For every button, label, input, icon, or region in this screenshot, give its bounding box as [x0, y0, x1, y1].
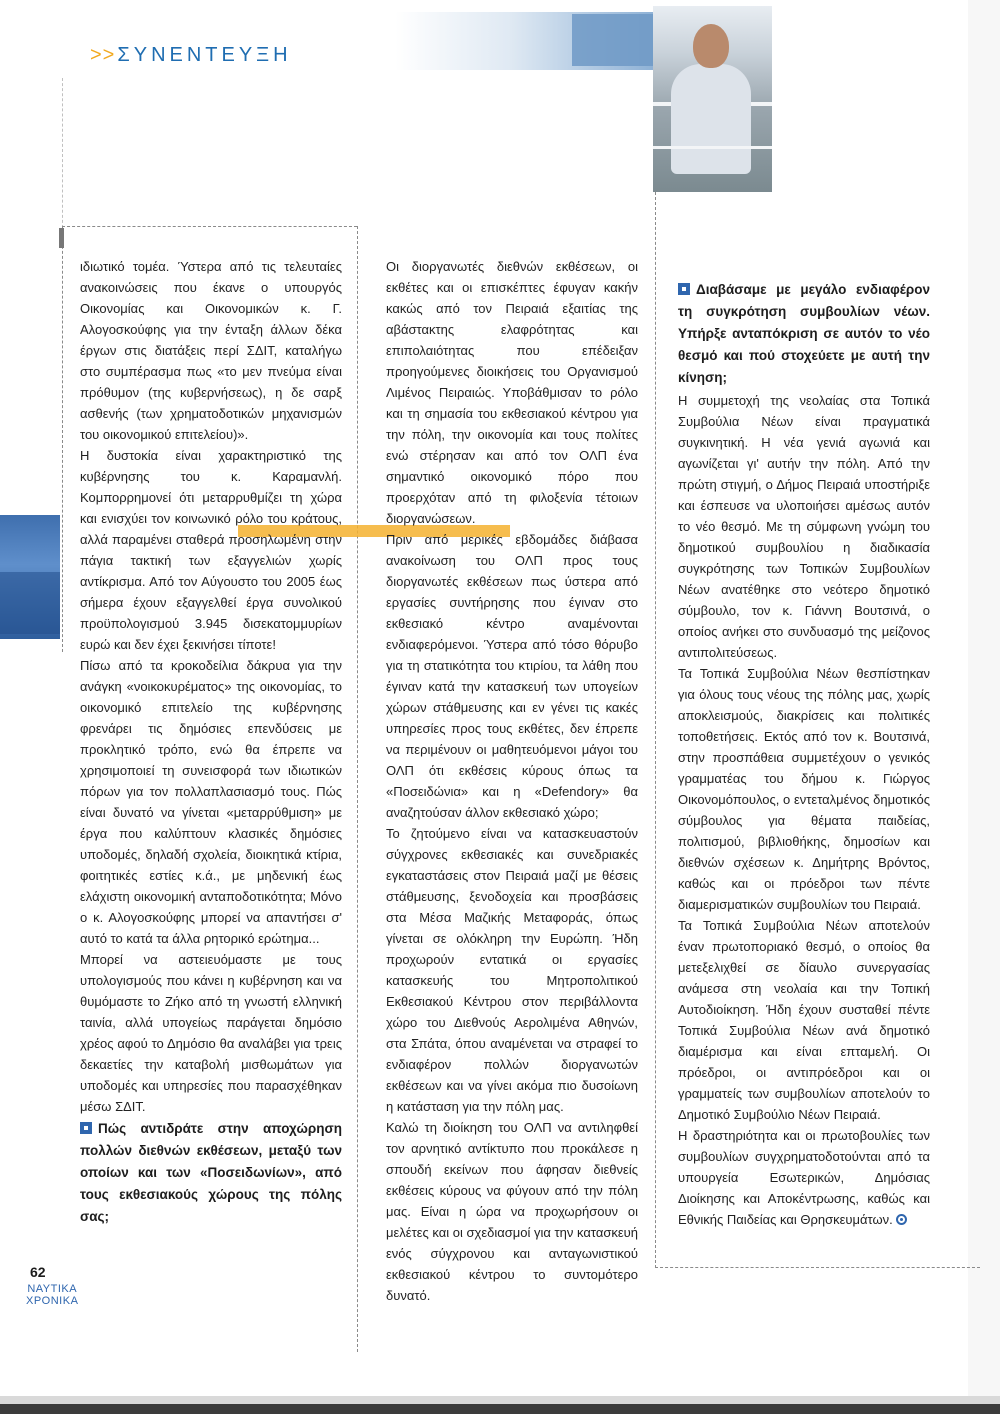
column-divider — [357, 226, 358, 1352]
column-2 — [386, 256, 638, 1306]
column-1 — [80, 256, 342, 1229]
interview-question — [678, 279, 930, 389]
photo-person-body — [671, 64, 751, 174]
photo-railing-lower — [653, 146, 772, 149]
header-accent-block — [572, 14, 654, 66]
frame-line-top-left — [62, 78, 63, 228]
paragraph: Πίσω από τα κροκοδείλια δάκρυα για την ανάγκη «νοικοκυρέματος» της οικονομίας, το οικονομικό επιτελείο της κυβέρνησης φρενάρει τις δημόσιες επενδύσεις με προκλητικό τρόπο, ενώ θα έπρεπε να χρησιμοποιεί τη συνεισφορά των ιδιωτικών πόρων για τον πολλαπλασιασμό τους. Πώς είναι δυνατό να γίνεται «μεταρρύθμιση» με έργα που καλύπτουν κλασικές δημόσιες υποδομές, δηλαδή σχολεία, διοικητικά κτίρια, φοιτητικές εστίες κ.ά., με μηδενική έως ελάχιστη οικονομική ανταποδοτικότητα; Μόνο ο κ. Αλογοσκούφης μπορεί να απαντήσει σ' αυτό το κατά τα άλλα ρητορικό ερώτημα... — [80, 658, 342, 946]
frame-marker — [59, 228, 64, 248]
paragraph-text: Η δραστηριότητα και οι πρωτοβουλίες των συμβουλίων συγχρηματοδοτούνται από τα υπουργεία Εσωτερικών, Δημόσιας Διοίκησης και Αποκέντρωσης, καθώς και Εθνικής Παιδείας και Θρησκευμάτων. — [678, 1128, 930, 1227]
question-text: Πώς αντιδράτε στην αποχώρηση πολλών διεθνών εκθέσεων, μεταξύ των οποίων και των «Ποσειδωνίων», από τους εκθεσιακούς χώρους της πόλης σας; — [80, 1121, 342, 1224]
bottom-border-dark — [0, 1404, 1000, 1414]
magazine-name-line2: ΧΡΟΝΙΚΑ — [26, 1295, 79, 1307]
frame-line — [62, 226, 357, 227]
paragraph: Πριν από μερικές εβδομάδες διάβασα ανακοίνωση του ΟΛΠ προς τους διοργανωτές εκθέσεων πως ύστερα από εργασίες συντήρησης που έγιναν στο εκθεσιακό κέντρο αναμένονται ενδιαφερόμενοι. Ύστερα από τόσο θόρυβο για τη στατικότητα του κτιρίου, τα λάθη που έγιναν κατά την κατασκευή των υπογείων χώρων στάθμευσης και εν γένει τις κακές υπηρεσίες προς τους εκθέτες, δεν έπρεπε να περιμένουν οι μαθητευόμενοι μάγοι του ΟΛΠ ότι εκθέσεις κύρους όπως τα «Ποσειδώνια» και η «Defendory» θα αναζητούσαν άλλον εκθεσιακό χώρο; — [386, 532, 638, 820]
column-3 — [678, 278, 930, 1230]
interview-question — [80, 1118, 342, 1228]
page-edge — [968, 0, 1000, 1414]
paragraph — [678, 1125, 930, 1230]
page-number: 62 — [30, 1264, 46, 1280]
magazine-name-line1: ΝΑΥΤΙΚΑ — [27, 1283, 78, 1295]
question-marker-icon — [80, 1122, 92, 1134]
question-text: Διαβάσαμε με μεγάλο ενδιαφέρον τη συγκρότηση συμβουλίων νέων. Υπήρξε ανταπόκριση σε αυτόν το νέο θεσμό και πού στοχεύετε με αυτή την κίνηση; — [678, 282, 930, 385]
paragraph: Καλώ τη διοίκηση του ΟΛΠ να αντιληφθεί τον αρνητικό αντίκτυπο που προκάλεσε η σπουδή εκείνων που άφησαν διεθνείς εκθέσεις κύρους να φύγουν από την πόλη μας. Είναι η ώρα να προχωρήσουν οι μελέτες και οι σχεδιασμοί για την κατασκευή ενός σύγχρονου και ανταγωνιστικού εκθεσιακού κέντρου το συντομότερο δυνατό. — [386, 1120, 638, 1303]
side-image-strip-shade — [0, 572, 60, 634]
paragraph: Η συμμετοχή της νεολαίας στα Τοπικά Συμβούλια Νέων είναι πραγματικά συγκινητική. Η νέα γενιά αγωνιά και αγωνίζεται γι' αυτήν την πόλη. Από την πρώτη στιγμή, ο Δήμος Πειραιά υποστήριξε και έσπευσε να υλοποιήσει αμέσως αυτόν το νέο θεσμό. Με τη σύμφωνη γνώμη του δημοτικού συμβουλίου η διαδικασία συγκρότησης των Τοπικών Συμβουλίων Νέων ανατέθηκε στο νεότερο δημοτικό σύμβουλο, τον κ. Γιάννη Βουτσινά, ο οποίος ανήκει στο συνδυασμό της μείζονος αντιπολιτεύσεως. — [678, 393, 930, 660]
paragraph: Τα Τοπικά Συμβούλια Νέων αποτελούν έναν πρωτοποριακό θεσμό, ο οποίος θα μετεξελιχθεί σε δίαυλο συνεργασίας ανάμεσα στη νεολαία και την Τοπική Αυτοδιοίκηση. Ήδη έχουν συσταθεί πέντε Τοπικά Συμβούλια Νέων ανά δημοτικό διαμέρισμα και είναι επταμελή. Οι πρόεδροι, οι αντιπρόεδροι και οι γραμματείς των συμβουλίων αποτελούν το Δημοτικό Συμβούλιο Νέων Πειραιά. — [678, 918, 930, 1122]
magazine-name — [26, 1283, 78, 1307]
paragraph: Οι διοργανωτές διεθνών εκθέσεων, οι εκθέτες και οι επισκέπτες έφυγαν κακήν κακώς από τον Πειραιά εξαιτίας της αβάστακτης ελαφρότητας και επιπολαιότητας που επέδειξαν προηγούμενες διοικήσεις του Οργανισμού Λιμένος Πειραιώς. Υποβάθμισαν το ρόλο και τη σημασία του εκθεσιακού κέντρου για την πόλη, την οικονομία και τους πολίτες ενώ στέρησαν και από τον ΟΛΠ ένα σημαντικό οικονομικό πόρο που προερχόταν από τη φιλοξενία τέτοιων διοργανώσεων. — [386, 259, 638, 526]
section-title: ΣΥΝΕΝΤΕΥΞΗ — [117, 44, 292, 66]
paragraph: Τα Τοπικά Συμβούλια Νέων θεσπίστηκαν για όλους τους νέους της πόλης μας, χωρίς αποκλεισμούς, διακρίσεις και πολιτικές τοποθετήσεις. Εκτός από τον κ. Βουτσινά, στην προσπάθεια συμμετέχουν ο γενικός γραμματέας του δήμου κ. Γιώργος Οικονομόπουλος, ο εντεταλμένος δημοτικός σύμβουλος για θέματα παιδείας, πολιτισμού, βιβλιοθήκης, δημοσίων και διεθνών σχέσεων κ. Δημήτρης Βρόντος, καθώς και οι πρόεδροι των πέντε διαμερισματικών συμβουλίων του Πειραιά. — [678, 666, 930, 912]
frame-line — [62, 226, 63, 652]
paragraph: Το ζητούμενο είναι να κατασκευαστούν σύγχρονες εκθεσιακές και συνεδριακές εγκαταστάσεις στον Πειραιά μαζί με θέσεις στάθμευσης, ξενοδοχεία και προσβάσεις στα Μέσα Μαζικής Μεταφοράς, όπως γίνεται σε ολόκληρη την Ευρώπη. Ήδη προχωρούν εντατικά οι εργασίες κατασκευής του Μητροπολιτικού Εκθεσιακού Κέντρου στον περιβάλλοντα χώρο του Διεθνούς Αερολιμένα Αθηνών, στα Σπάτα, όπου αναμένεται να στραφεί το ενδιαφέρον πολλών διοργανωτών εκθέσεων και να γίνει ακόμα πιο δυσοίωνη η κατάσταση για την πόλη μας. — [386, 826, 638, 1114]
photo-person-head — [693, 24, 729, 68]
end-of-article-icon — [896, 1214, 907, 1225]
question-marker-icon — [678, 283, 690, 295]
paragraph: ιδιωτικό τομέα. Ύστερα από τις τελευταίες ανακοινώσεις που έκανε ο υπουργός Οικονομίας και Οικονομικών κ. Γ. Αλογοσκούφης για την ένταξη άλλων δέκα έργων στις διατάξεις περί ΣΔΙΤ, καταλήγω στο συμπέρασμα πως «το μεν πνεύμα είναι πρόθυμον (της κυβερνήσεως), η δε σαρξ ασθενής (των χρηματοδοτικών μηχανισμών του οικονομικού επιτελείου)». — [80, 259, 342, 442]
section-header — [90, 44, 292, 67]
paragraph: Μπορεί να αστειευόμαστε με τους υπολογισμούς που κάνει η κυβέρνηση και να θυμόμαστε το Ζήκο από τη γνωστή ελληνική ταινία, αλλά υπογείως παράγεται δημόσιο χρέος αφού το Δημόσιο θα αναλάβει για τρεις δεκαετίες την καταβολή μισθωμάτων για υποδομές και υπηρεσίες που παρασχέθηκαν μέσω ΣΔΙΤ. — [80, 952, 342, 1114]
interviewee-photo — [653, 6, 772, 192]
frame-line — [655, 1267, 980, 1268]
section-arrows: >> — [90, 44, 116, 66]
column-divider — [655, 192, 656, 1268]
paragraph: Η δυστοκία είναι χαρακτηριστικό της κυβέρνησης του κ. Καραμανλή. Κομπορρημονεί ότι μεταρρυθμίζει τη χώρα και ενισχύει τον κοινωνικό ρόλο του κράτους, αλλά παραμένει σταθερά προσηλωμένη στην πάγια τακτική των εξαγγελιών χωρίς αντίκρισμα. Από τον Αύγουστο του 2005 έως σήμερα έχουν εξαγγελθεί έργα συνολικού προϋπολογισμού 3.945 δισεκατομμυρίων ευρώ και δεν έχει ξεκινήσει τίποτε! — [80, 448, 342, 652]
